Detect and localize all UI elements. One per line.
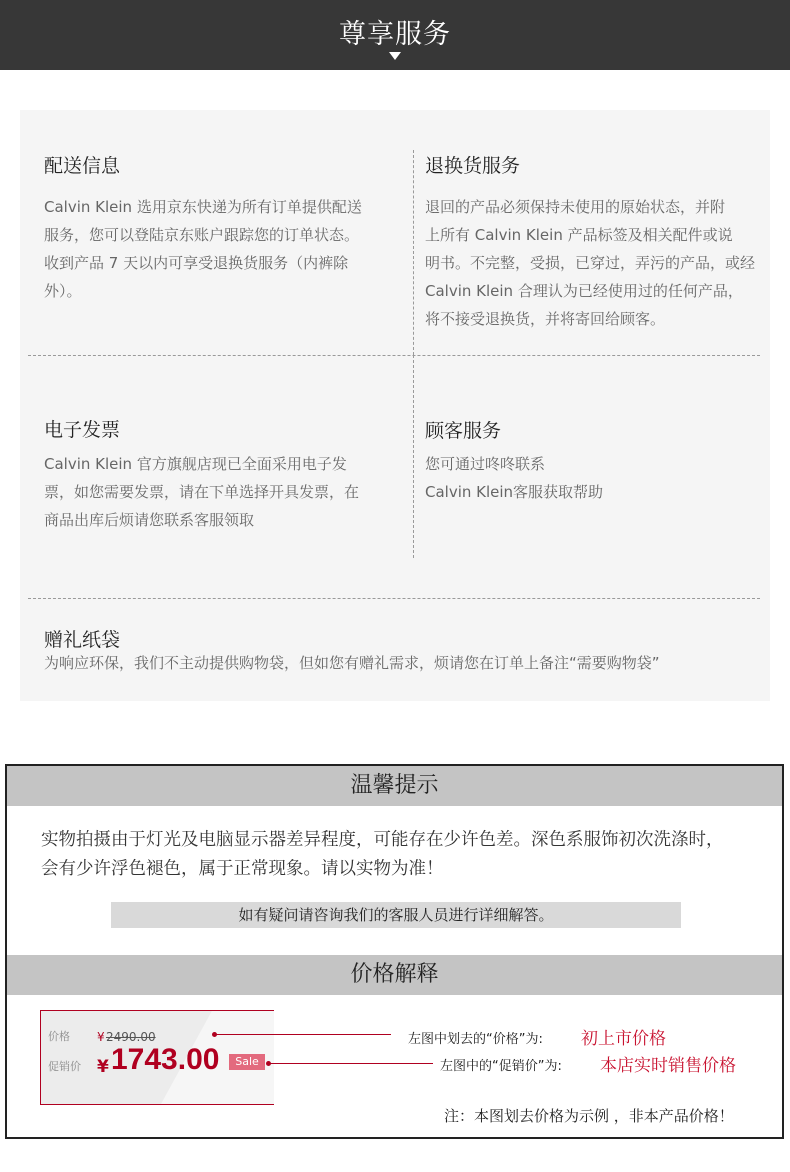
text-line: 将不接受退换货，并将寄回给顾客。 (425, 310, 666, 328)
invoice-text (44, 450, 359, 534)
currency-symbol: ¥ (97, 1030, 105, 1044)
customer-service-text (425, 450, 603, 506)
customer-service-title: 顾客服务 (425, 420, 502, 442)
original-price-label: 价格 (48, 1030, 70, 1043)
text-line: 商品出库后烦请您联系客服领取 (44, 511, 255, 529)
delivery-text (44, 193, 362, 305)
caret-down-icon (389, 52, 401, 60)
original-price: 2490.00 (106, 1030, 156, 1044)
page-header (0, 0, 790, 70)
tip-bar: 如有疑问请咨询我们的客服人员进行详细解答。 (111, 902, 681, 928)
text-line: Calvin Klein 选用京东快递为所有订单提供配送 (44, 198, 362, 216)
text-line: 收到产品 7 天以内可享受退换货服务（内裤除 (44, 254, 349, 272)
service-panel (20, 110, 770, 701)
notice-box (5, 764, 784, 1139)
returns-title: 退换货服务 (425, 155, 521, 177)
sale-badge: Sale (229, 1054, 265, 1070)
delivery-title: 配送信息 (44, 155, 121, 177)
footnote: 注：本图划去价格为示例 ，非本产品价格！ (444, 1107, 734, 1125)
promo-price-label: 促销价 (48, 1060, 81, 1073)
text-line: Calvin Klein客服获取帮助 (425, 483, 604, 501)
text-line: 您可通过咚咚联系 (425, 455, 546, 473)
text-line: Calvin Klein 合理认为已经使用过的任何产品， (425, 282, 743, 300)
divider (413, 355, 414, 558)
explanation-promo-value: 本店实时销售价格 (600, 1056, 736, 1076)
text-line: 实物拍摄由于灯光及电脑显示器差异程度，可能存在少许色差。深色系服饰初次洗涤时， (41, 830, 724, 850)
text-line: 上所有 Calvin Klein 产品标签及相关配件或说 (425, 226, 733, 244)
pointer-line (270, 1063, 433, 1064)
text-line: 外）。 (44, 282, 82, 300)
text-line: 退回的产品必须保持未使用的原始状态，并附 (425, 198, 726, 216)
gift-bag-title: 赠礼纸袋 (44, 629, 121, 651)
promo-price: 1743.00 (111, 1043, 220, 1076)
text-line: 明书。不完整，受损，已穿过，弄污的产品，或经 (425, 254, 756, 272)
explanation-original: 左图中划去的“价格”为: (408, 1032, 543, 1047)
notice-title: 温馨提示 (7, 766, 782, 806)
returns-text (425, 193, 755, 333)
gift-bag-text: 为响应环保，我们不主动提供购物袋，但如您有赠礼需求，烦请您在订单上备注“需要购物袋” (44, 654, 660, 672)
notice-text (41, 826, 771, 884)
explanation-original-value: 初上市价格 (581, 1029, 666, 1049)
text-line: Calvin Klein 官方旗舰店现已全面采用电子发 (44, 455, 347, 473)
text-line: 服务，您可以登陆京东账户跟踪您的订单状态。 (44, 226, 360, 244)
pointer-line (216, 1034, 391, 1035)
invoice-title: 电子发票 (44, 419, 121, 441)
currency-symbol: ¥ (97, 1057, 109, 1077)
price-example (40, 1010, 274, 1105)
divider (28, 598, 760, 599)
divider (28, 355, 760, 356)
explanation-promo: 左图中的“促销价”为: (440, 1059, 562, 1074)
text-line: 会有少许浮色褪色，属于正常现象。请以实物为准！ (41, 859, 444, 879)
price-title: 价格解释 (7, 955, 782, 995)
divider (413, 150, 414, 355)
text-line: 票，如您需要发票，请在下单选择开具发票，在 (44, 483, 360, 501)
page-title: 尊享服务 (339, 19, 451, 50)
